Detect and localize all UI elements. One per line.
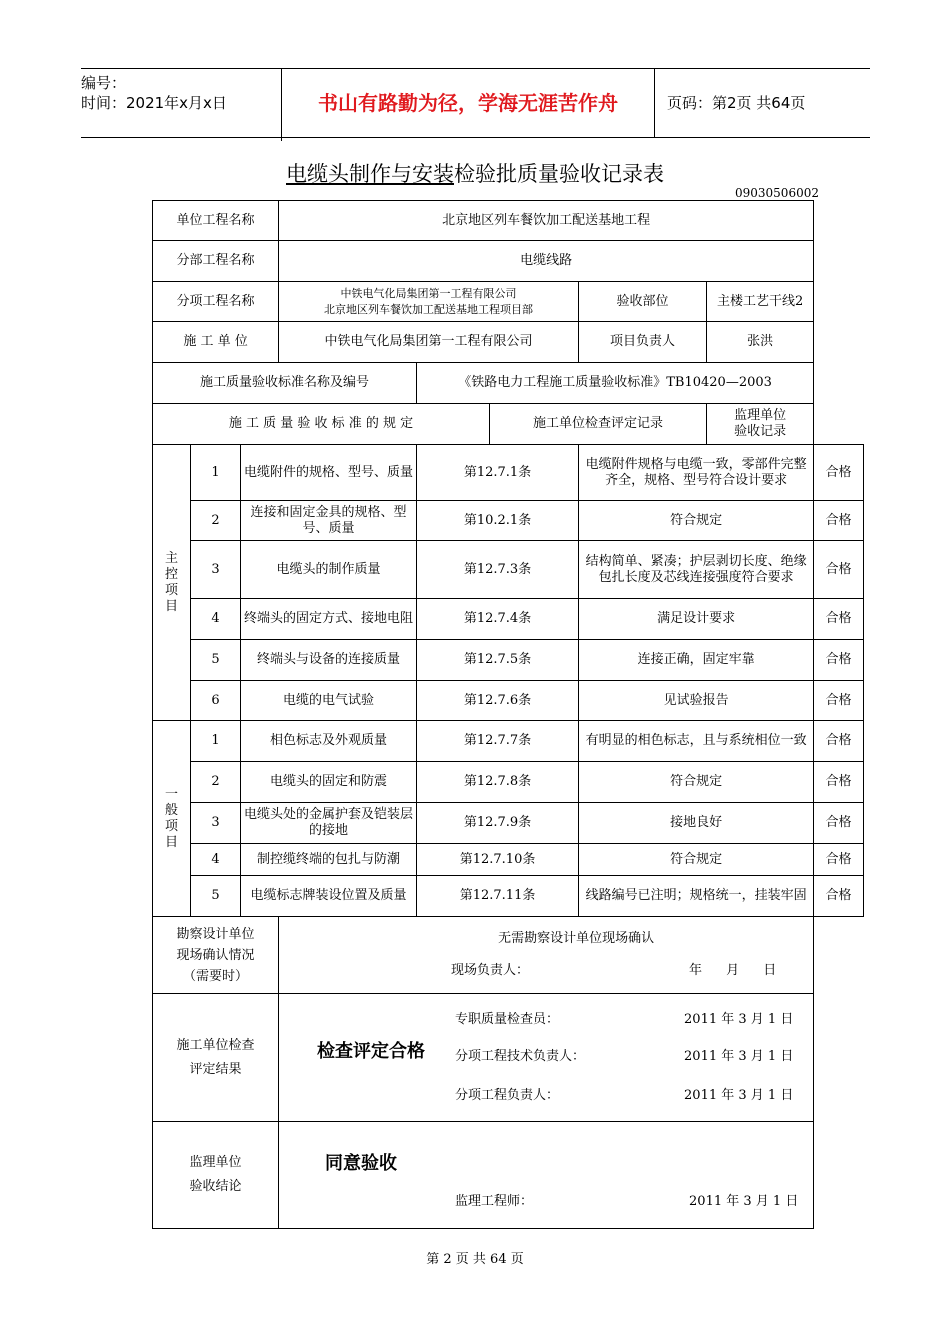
- row-clause: 第10.2.1条: [417, 501, 579, 541]
- row-number: 2: [191, 501, 241, 541]
- survey-label: 勘察设计单位 现场确认情况 （需要时）: [153, 917, 279, 994]
- row-number: 3: [191, 803, 241, 844]
- row-number: 2: [191, 762, 241, 803]
- row-result: 合格: [814, 599, 864, 640]
- row-record: 符合规定: [579, 501, 814, 541]
- tech-lead-date: 2011 年 3 月 1 日: [684, 1049, 794, 1064]
- table-row: [153, 640, 864, 681]
- unit-project-label: 单位工程名称: [153, 201, 279, 241]
- row-record: 线路编号已注明；规格统一，挂装牢固: [579, 876, 814, 917]
- table-row: [153, 876, 864, 917]
- survey-date: 年 月 日: [689, 963, 777, 978]
- pm-value: 张洪: [707, 322, 814, 363]
- survey-text: 无需勘察设计单位现场确认: [498, 931, 655, 946]
- row-number: 4: [191, 844, 241, 876]
- row-description: 相色标志及外观质量: [241, 721, 417, 762]
- row-result: 合格: [814, 640, 864, 681]
- table-row: [153, 762, 864, 803]
- row-description: 电缆附件的规格、型号、质量: [241, 445, 417, 501]
- contractor-conclusion: 检查评定合格: [317, 1041, 426, 1062]
- row-contractor: [153, 322, 864, 363]
- row-record: 有明显的相色标志，且与系统相位一致: [579, 721, 814, 762]
- row-result: 合格: [814, 445, 864, 501]
- item-project-label: 分项工程名称: [153, 282, 279, 322]
- general-items-group-label: 一 般 项 目: [153, 721, 191, 917]
- table-row: [153, 445, 864, 501]
- row-result: 合格: [814, 541, 864, 599]
- sub-project-label: 分部工程名称: [153, 241, 279, 282]
- row-description: 电缆标志牌装设位置及质量: [241, 876, 417, 917]
- row-result: 合格: [814, 844, 864, 876]
- row-contractor-result: [153, 994, 864, 1122]
- column-supervisor: [707, 404, 814, 445]
- row-record: 连接正确，固定牢靠: [579, 640, 814, 681]
- supervisor-result-label: 监理单位 验收结论: [153, 1122, 279, 1229]
- number-label: 编号：: [81, 74, 127, 92]
- supervisor-conclusion: 同意验收: [325, 1153, 398, 1174]
- row-description: 制控缆终端的包扎与防潮: [241, 844, 417, 876]
- row-description: 终端头与设备的连接质量: [241, 640, 417, 681]
- time-label: 时间：2021年x月x日: [81, 94, 227, 112]
- row-clause: 第12.7.11条: [417, 876, 579, 917]
- table-row: [153, 501, 864, 541]
- row-number: 4: [191, 599, 241, 640]
- header-meta: [81, 69, 282, 141]
- standard-label: 施工质量验收标准名称及编号: [153, 363, 417, 404]
- column-check: 施工单位检查评定记录: [490, 404, 707, 445]
- item-project-value: [279, 282, 579, 322]
- table-row: [153, 681, 864, 721]
- row-sub-project: [153, 241, 864, 282]
- row-result: 合格: [814, 762, 864, 803]
- row-number: 5: [191, 876, 241, 917]
- row-clause: 第12.7.3条: [417, 541, 579, 599]
- engineer-date: 2011 年 3 月 1 日: [689, 1194, 799, 1209]
- row-supervisor-result: [153, 1122, 864, 1229]
- row-clause: 第12.7.8条: [417, 762, 579, 803]
- table-row: [153, 721, 864, 762]
- document-header: [81, 68, 870, 138]
- acceptance-part-label: 验收部位: [579, 282, 707, 322]
- title-part-2: 检验批质量验收记录表: [454, 162, 664, 186]
- row-record: 符合规定: [579, 844, 814, 876]
- inspector-date: 2011 年 3 月 1 日: [684, 1012, 794, 1027]
- row-clause: 第12.7.9条: [417, 803, 579, 844]
- sub-project-value: 电缆线路: [279, 241, 814, 282]
- row-record: 见试验报告: [579, 681, 814, 721]
- row-unit-project: [153, 201, 864, 241]
- item-project-value-line-2: 北京地区列车餐饮加工配送基地工程项目部: [324, 302, 534, 316]
- table-row: [153, 844, 864, 876]
- row-clause: 第12.7.4条: [417, 599, 579, 640]
- row-clause: 第12.7.5条: [417, 640, 579, 681]
- engineer-label: 监理工程师：: [455, 1194, 534, 1209]
- table-row: [153, 803, 864, 844]
- inspection-table: [152, 200, 864, 1229]
- row-record: 接地良好: [579, 803, 814, 844]
- row-record: 电缆附件规格与电缆一致，零部件完整齐全，规格、型号符合设计要求: [579, 445, 814, 501]
- tech-lead-label: 分项工程技术负责人：: [455, 1049, 586, 1064]
- row-description: 连接和固定金具的规格、型号、质量: [241, 501, 417, 541]
- row-result: 合格: [814, 803, 864, 844]
- row-clause: 第12.7.10条: [417, 844, 579, 876]
- row-standard: [153, 363, 864, 404]
- item-head-date: 2011 年 3 月 1 日: [684, 1088, 794, 1103]
- row-description: 电缆头的固定和防震: [241, 762, 417, 803]
- acceptance-part-value: 主楼工艺干线2: [707, 282, 814, 322]
- row-number: 1: [191, 721, 241, 762]
- column-supervisor-line-2: 验收记录: [734, 424, 787, 439]
- pm-label: 项目负责人: [579, 322, 707, 363]
- row-record: 满足设计要求: [579, 599, 814, 640]
- row-description: 电缆头的制作质量: [241, 541, 417, 599]
- row-clause: 第12.7.1条: [417, 445, 579, 501]
- item-head-label: 分项工程负责人：: [455, 1088, 560, 1103]
- row-record: 符合规定: [579, 762, 814, 803]
- row-item-project: [153, 282, 864, 322]
- main-items-group-label: 主 控 项 目: [153, 445, 191, 721]
- survey-content: [279, 917, 814, 994]
- row-number: 6: [191, 681, 241, 721]
- table-row: [153, 541, 864, 599]
- row-description: 电缆头处的金属护套及铠装层的接地: [241, 803, 417, 844]
- row-clause: 第12.7.6条: [417, 681, 579, 721]
- row-result: 合格: [814, 681, 864, 721]
- standard-value: 《铁路电力工程施工质量验收标准》TB10420—2003: [417, 363, 814, 404]
- row-description: 终端头的固定方式、接地电阻: [241, 599, 417, 640]
- supervisor-result-content: [279, 1122, 814, 1229]
- row-number: 3: [191, 541, 241, 599]
- contractor-result-content: [279, 994, 814, 1122]
- item-project-value-line-1: 中铁电气化局集团第一工程有限公司: [340, 286, 517, 300]
- document-code: 09030506002: [735, 186, 819, 200]
- inspector-label: 专职质量检查员：: [455, 1012, 560, 1027]
- title-part-1: 电缆头制作与安装: [286, 162, 454, 186]
- contractor-label: 施 工 单 位: [153, 322, 279, 363]
- row-clause: 第12.7.7条: [417, 721, 579, 762]
- row-result: 合格: [814, 721, 864, 762]
- row-number: 1: [191, 445, 241, 501]
- unit-project-value: 北京地区列车餐饮加工配送基地工程: [279, 201, 814, 241]
- contractor-result-label: 施工单位检查 评定结果: [153, 994, 279, 1122]
- row-result: 合格: [814, 876, 864, 917]
- column-supervisor-line-1: 监理单位: [734, 408, 787, 423]
- row-column-headers: [153, 404, 864, 445]
- survey-person-label: 现场负责人：: [451, 963, 530, 978]
- contractor-value: 中铁电气化局集团第一工程有限公司: [279, 322, 579, 363]
- page-title: [0, 158, 950, 188]
- row-record: 结构简单、紧凑；护层剥切长度、绝缘包扎长度及芯线连接强度符合要求: [579, 541, 814, 599]
- row-description: 电缆的电气试验: [241, 681, 417, 721]
- page-footer: 第 2 页 共 64 页: [426, 1252, 524, 1267]
- row-result: 合格: [814, 501, 864, 541]
- table-row: [153, 599, 864, 640]
- row-survey: [153, 917, 864, 994]
- page-info: 页码：第2页 共64页: [667, 94, 806, 112]
- motto: 书山有路勤为径，学海无涯苦作舟: [282, 69, 655, 137]
- column-spec: 施 工 质 量 验 收 标 准 的 规 定: [153, 404, 490, 445]
- row-number: 5: [191, 640, 241, 681]
